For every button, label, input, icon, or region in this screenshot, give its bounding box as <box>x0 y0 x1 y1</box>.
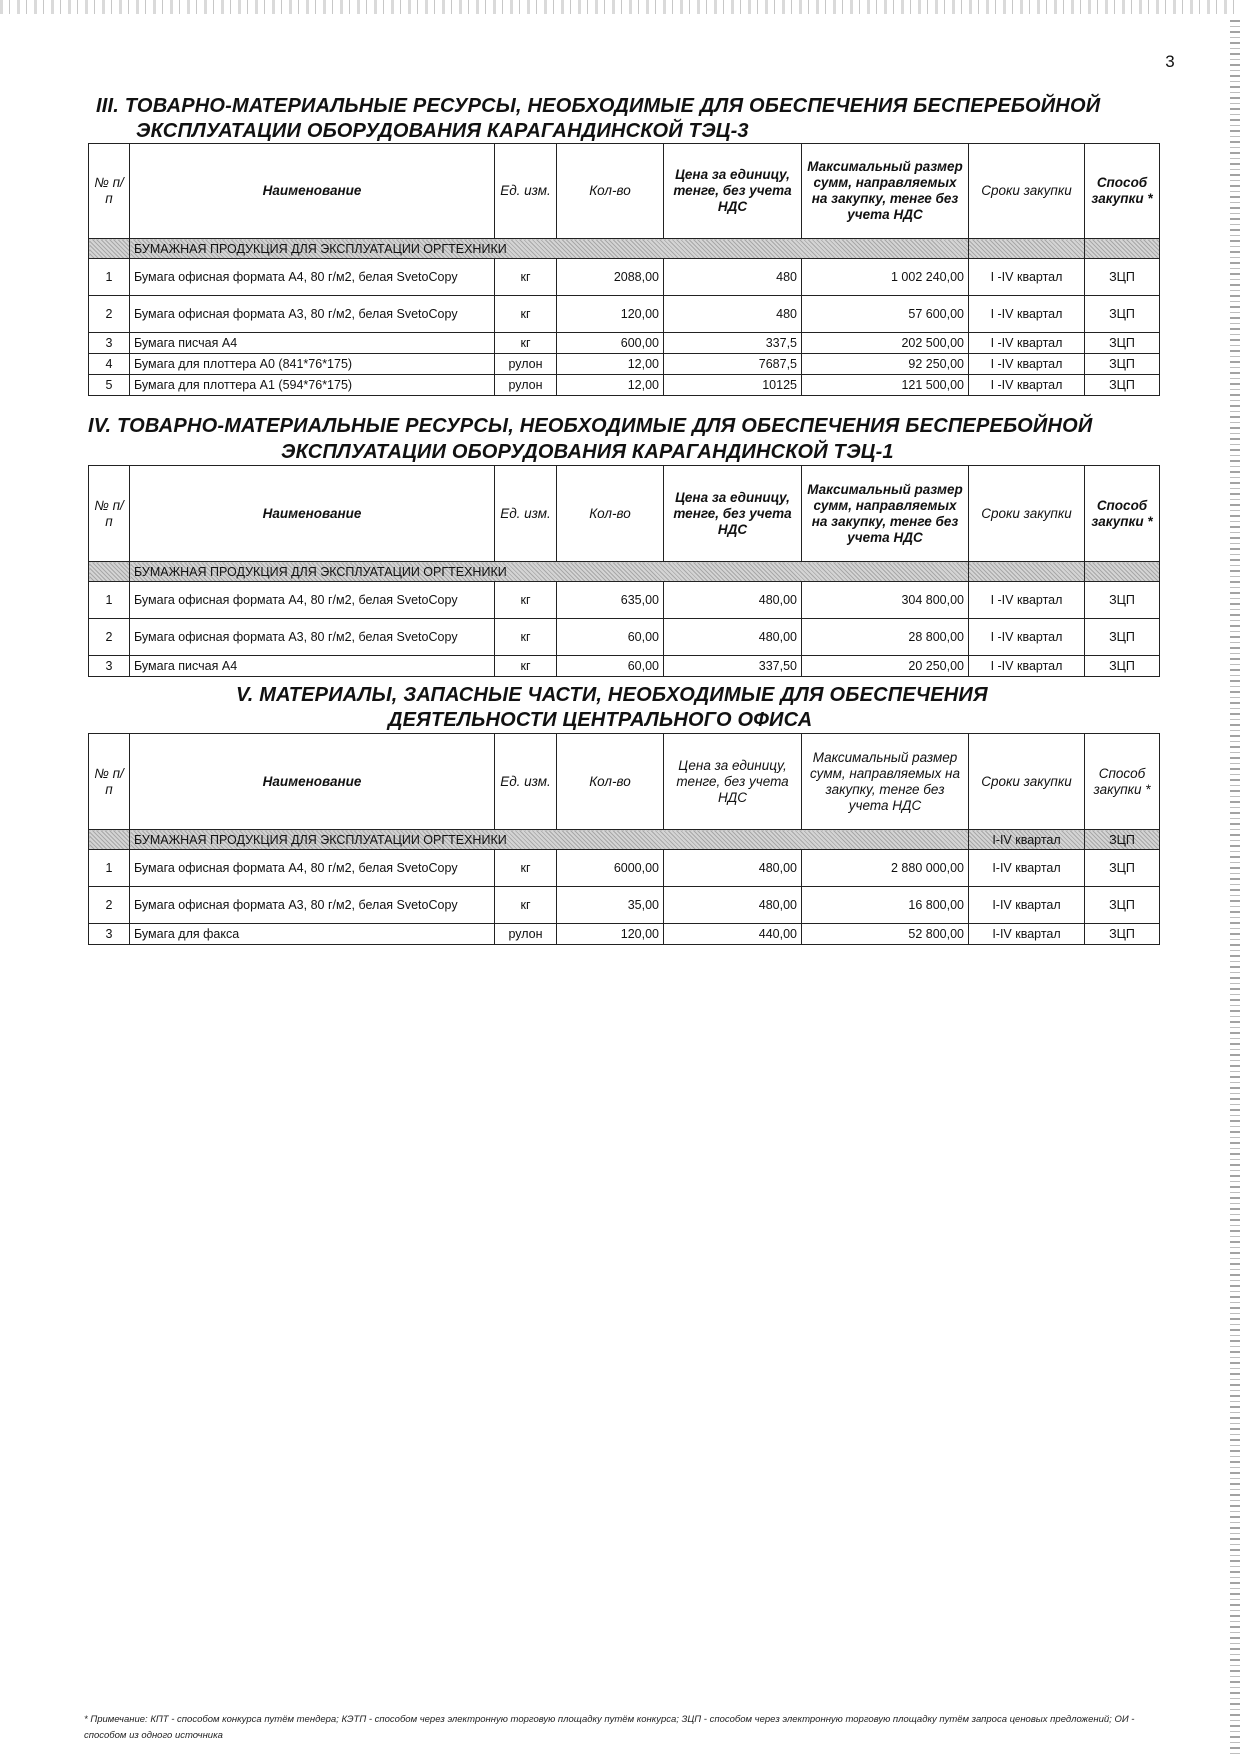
row-price: 480,00 <box>664 887 802 924</box>
header-qty: Кол-во <box>557 466 664 562</box>
row-method: ЗЦП <box>1085 333 1160 354</box>
header-name: Наименование <box>130 144 495 239</box>
row-sum: 16 800,00 <box>802 887 969 924</box>
row-method: ЗЦП <box>1085 259 1160 296</box>
row-sum: 2 880 000,00 <box>802 850 969 887</box>
row-price: 10125 <box>664 375 802 396</box>
row-unit: кг <box>495 656 557 677</box>
category-label: БУМАЖНАЯ ПРОДУКЦИЯ ДЛЯ ЭКСПЛУАТАЦИИ ОРГТЕХНИКИ <box>130 239 969 259</box>
row-unit: кг <box>495 850 557 887</box>
row-num: 1 <box>89 259 130 296</box>
table-section-5 <box>88 733 1160 945</box>
row-price: 480,00 <box>664 850 802 887</box>
category-num-cell <box>89 562 130 582</box>
table-header-row <box>89 466 1160 562</box>
row-terms: I -IV квартал <box>969 375 1085 396</box>
header-num: № п/п <box>89 734 130 830</box>
row-name: Бумага для факса <box>130 924 495 945</box>
row-terms: I-IV квартал <box>969 850 1085 887</box>
row-name: Бумага офисная формата А3, 80 г/м2, белая SvetoCopy <box>130 296 495 333</box>
row-qty: 35,00 <box>557 887 664 924</box>
row-sum: 20 250,00 <box>802 656 969 677</box>
table-row <box>89 850 1160 887</box>
row-terms: I -IV квартал <box>969 296 1085 333</box>
header-terms: Сроки закупки <box>969 734 1085 830</box>
header-qty: Кол-во <box>557 734 664 830</box>
category-terms <box>969 239 1085 259</box>
row-qty: 600,00 <box>557 333 664 354</box>
category-terms <box>969 562 1085 582</box>
row-name: Бумага для плоттера А0 (841*76*175) <box>130 354 495 375</box>
category-label: БУМАЖНАЯ ПРОДУКЦИЯ ДЛЯ ЭКСПЛУАТАЦИИ ОРГТЕХНИКИ <box>130 562 969 582</box>
table-row <box>89 354 1160 375</box>
table-section-3 <box>88 143 1160 396</box>
section-3-title-line1: III. ТОВАРНО-МАТЕРИАЛЬНЫЕ РЕСУРСЫ, НЕОБХОДИМЫЕ ДЛЯ ОБЕСПЕЧЕНИЯ БЕСПЕРЕБОЙНОЙ <box>96 95 1101 117</box>
table-row <box>89 924 1160 945</box>
row-sum: 52 800,00 <box>802 924 969 945</box>
row-name: Бумага офисная формата А4, 80 г/м2, белая SvetoCopy <box>130 850 495 887</box>
row-unit: кг <box>495 259 557 296</box>
category-row <box>89 562 1160 582</box>
footnote: * Примечание: КПТ - способом конкурса путём тендера; КЭТП - способом через электронную торговую площадку путём конкурса; ЗЦП - способом через электронную торговую площадку путём запроса ценовых предложений; ОИ - способом из одного источника <box>84 1714 1135 1741</box>
row-name: Бумага для плоттера А1 (594*76*175) <box>130 375 495 396</box>
row-name: Бумага писчая А4 <box>130 656 495 677</box>
header-method: Способ закупки * <box>1085 734 1160 830</box>
row-qty: 6000,00 <box>557 850 664 887</box>
header-name: Наименование <box>130 734 495 830</box>
row-qty: 60,00 <box>557 619 664 656</box>
section-4-title-line2: ЭКСПЛУАТАЦИИ ОБОРУДОВАНИЯ КАРАГАНДИНСКОЙ ТЭЦ-1 <box>281 441 894 463</box>
category-label: БУМАЖНАЯ ПРОДУКЦИЯ ДЛЯ ЭКСПЛУАТАЦИИ ОРГТЕХНИКИ <box>130 830 969 850</box>
row-qty: 120,00 <box>557 296 664 333</box>
header-max-sum: Максимальный размер сумм, направляемых на закупку, тенге без учета НДС <box>802 144 969 239</box>
row-qty: 2088,00 <box>557 259 664 296</box>
table-row <box>89 259 1160 296</box>
header-qty: Кол-во <box>557 144 664 239</box>
header-num: № п/п <box>89 466 130 562</box>
row-price: 480 <box>664 259 802 296</box>
header-unit: Ед. изм. <box>495 466 557 562</box>
scan-noise-top <box>0 0 1240 14</box>
row-num: 4 <box>89 354 130 375</box>
table-header-row <box>89 734 1160 830</box>
row-method: ЗЦП <box>1085 887 1160 924</box>
row-price: 480 <box>664 296 802 333</box>
row-terms: I -IV квартал <box>969 619 1085 656</box>
row-name: Бумага офисная формата А3, 80 г/м2, белая SvetoCopy <box>130 887 495 924</box>
category-num-cell <box>89 830 130 850</box>
row-sum: 121 500,00 <box>802 375 969 396</box>
row-name: Бумага офисная формата А3, 80 г/м2, белая SvetoCopy <box>130 619 495 656</box>
row-terms: I -IV квартал <box>969 656 1085 677</box>
category-method <box>1085 239 1160 259</box>
table-section-4 <box>88 465 1160 677</box>
category-method <box>1085 562 1160 582</box>
table-row <box>89 619 1160 656</box>
row-price: 337,5 <box>664 333 802 354</box>
table-row <box>89 333 1160 354</box>
table-row <box>89 375 1160 396</box>
row-price: 7687,5 <box>664 354 802 375</box>
section-3-title-line2: ЭКСПЛУАТАЦИИ ОБОРУДОВАНИЯ КАРАГАНДИНСКОЙ ТЭЦ-3 <box>136 120 749 142</box>
row-unit: рулон <box>495 375 557 396</box>
header-price: Цена за единицу, тенге, без учета НДС <box>664 144 802 239</box>
row-qty: 12,00 <box>557 354 664 375</box>
category-row <box>89 239 1160 259</box>
row-num: 1 <box>89 582 130 619</box>
row-method: ЗЦП <box>1085 656 1160 677</box>
category-num-cell <box>89 239 130 259</box>
header-terms: Сроки закупки <box>969 144 1085 239</box>
row-sum: 28 800,00 <box>802 619 969 656</box>
row-sum: 92 250,00 <box>802 354 969 375</box>
header-max-sum: Максимальный размер сумм, направляемых на закупку, тенге без учета НДС <box>802 466 969 562</box>
row-num: 2 <box>89 619 130 656</box>
row-price: 440,00 <box>664 924 802 945</box>
row-method: ЗЦП <box>1085 850 1160 887</box>
scan-noise-right <box>1230 20 1240 1754</box>
header-name: Наименование <box>130 466 495 562</box>
row-terms: I -IV квартал <box>969 582 1085 619</box>
row-method: ЗЦП <box>1085 375 1160 396</box>
row-terms: I-IV квартал <box>969 887 1085 924</box>
row-sum: 202 500,00 <box>802 333 969 354</box>
category-terms: I-IV квартал <box>969 830 1085 850</box>
section-5-title-line1: V. МАТЕРИАЛЫ, ЗАПАСНЫЕ ЧАСТИ, НЕОБХОДИМЫЕ ДЛЯ ОБЕСПЕЧЕНИЯ <box>236 684 988 706</box>
row-name: Бумага писчая А4 <box>130 333 495 354</box>
table-row <box>89 656 1160 677</box>
row-num: 2 <box>89 296 130 333</box>
row-method: ЗЦП <box>1085 354 1160 375</box>
section-5-title-line2: ДЕЯТЕЛЬНОСТИ ЦЕНТРАЛЬНОГО ОФИСА <box>388 709 813 731</box>
row-method: ЗЦП <box>1085 924 1160 945</box>
table-row <box>89 296 1160 333</box>
row-terms: I -IV квартал <box>969 333 1085 354</box>
row-method: ЗЦП <box>1085 619 1160 656</box>
row-unit: рулон <box>495 354 557 375</box>
row-sum: 304 800,00 <box>802 582 969 619</box>
row-unit: рулон <box>495 924 557 945</box>
category-row <box>89 830 1160 850</box>
row-method: ЗЦП <box>1085 296 1160 333</box>
header-max-sum: Максимальный размер сумм, направляемых на закупку, тенге без учета НДС <box>802 734 969 830</box>
row-unit: кг <box>495 887 557 924</box>
row-terms: I-IV квартал <box>969 924 1085 945</box>
row-num: 2 <box>89 887 130 924</box>
row-price: 337,50 <box>664 656 802 677</box>
category-method: ЗЦП <box>1085 830 1160 850</box>
section-4-title-line1: IV. ТОВАРНО-МАТЕРИАЛЬНЫЕ РЕСУРСЫ, НЕОБХОДИМЫЕ ДЛЯ ОБЕСПЕЧЕНИЯ БЕСПЕРЕБОЙНОЙ <box>88 415 1093 437</box>
header-unit: Ед. изм. <box>495 734 557 830</box>
header-num: № п/п <box>89 144 130 239</box>
row-num: 3 <box>89 333 130 354</box>
row-method: ЗЦП <box>1085 582 1160 619</box>
row-unit: кг <box>495 296 557 333</box>
row-qty: 120,00 <box>557 924 664 945</box>
header-method: Способ закупки * <box>1085 466 1160 562</box>
header-unit: Ед. изм. <box>495 144 557 239</box>
row-unit: кг <box>495 619 557 656</box>
table-header-row <box>89 144 1160 239</box>
row-price: 480,00 <box>664 582 802 619</box>
row-terms: I -IV квартал <box>969 354 1085 375</box>
row-unit: кг <box>495 333 557 354</box>
row-sum: 1 002 240,00 <box>802 259 969 296</box>
row-name: Бумага офисная формата А4, 80 г/м2, белая SvetoCopy <box>130 259 495 296</box>
row-terms: I -IV квартал <box>969 259 1085 296</box>
page-number: 3 <box>1165 52 1175 71</box>
table-row <box>89 582 1160 619</box>
row-name: Бумага офисная формата А4, 80 г/м2, белая SvetoCopy <box>130 582 495 619</box>
row-qty: 12,00 <box>557 375 664 396</box>
header-price: Цена за единицу, тенге, без учета НДС <box>664 734 802 830</box>
row-num: 3 <box>89 924 130 945</box>
row-num: 1 <box>89 850 130 887</box>
header-method: Способ закупки * <box>1085 144 1160 239</box>
table-row <box>89 887 1160 924</box>
row-unit: кг <box>495 582 557 619</box>
row-qty: 635,00 <box>557 582 664 619</box>
header-price: Цена за единицу, тенге, без учета НДС <box>664 466 802 562</box>
row-price: 480,00 <box>664 619 802 656</box>
row-sum: 57 600,00 <box>802 296 969 333</box>
row-qty: 60,00 <box>557 656 664 677</box>
header-terms: Сроки закупки <box>969 466 1085 562</box>
row-num: 5 <box>89 375 130 396</box>
row-num: 3 <box>89 656 130 677</box>
